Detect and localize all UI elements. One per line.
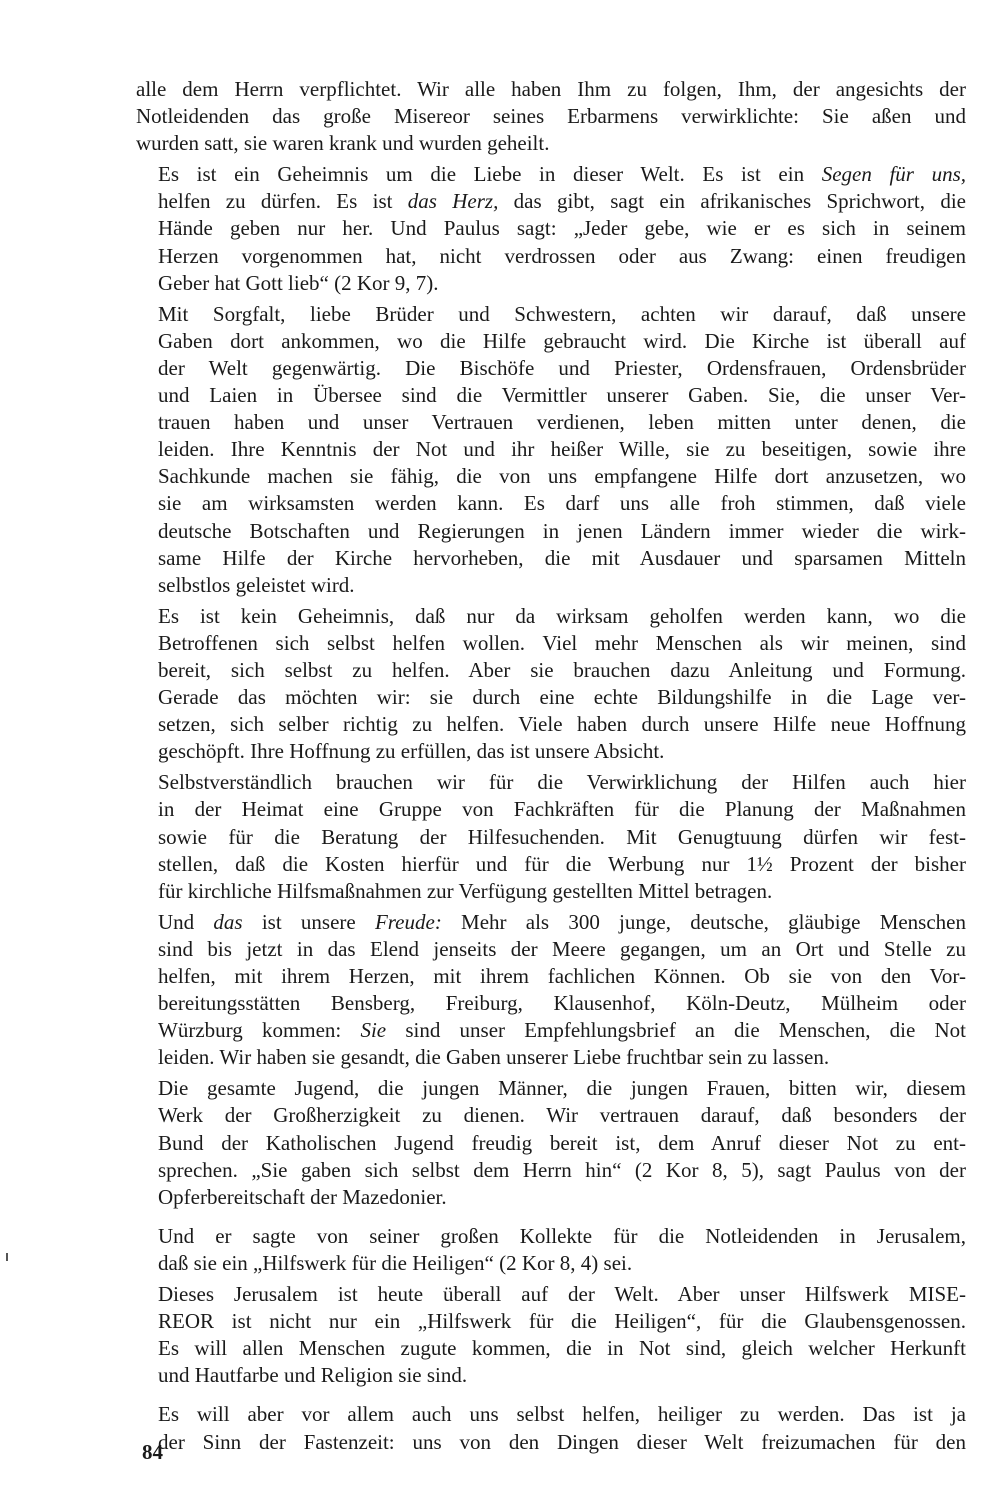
text-line: bereit, sich selbst zu helfen. Aber sie brauchen dazu Anleitung und Formung. — [158, 657, 966, 682]
text-line: Dieses Jerusalem ist heute überall auf der Welt. Aber unser Hilfswerk MISE- — [158, 1282, 966, 1307]
text-line: sowie für die Beratung der Hilfesuchenden. Mit Genugtuung dürfen wir fest- — [158, 824, 966, 849]
page-number: 84 — [142, 1440, 163, 1464]
text-line: in der Heimat eine Gruppe von Fachkräften für die Planung der Maßnahmen — [158, 797, 966, 822]
paragraph-2 — [136, 161, 966, 296]
text-line: Hände geben nur her. Und Paulus sagt: „Jeder gebe, wie er es sich in seinem — [158, 216, 966, 241]
text-line: sind bis jetzt in das Elend jenseits der Meere gegangen, um an Ort und Stelle zu — [158, 936, 966, 961]
emphasis-text: Segen für uns, — [821, 162, 966, 187]
paragraph-5 — [136, 769, 966, 904]
text-line: und Laien in Übersee sind die Vermittler unserer Gaben. Sie, die unser Ver- — [158, 383, 966, 408]
text-line — [136, 161, 966, 188]
text-run: sind unser Empfehlungsbrief an die Menschen, die Not — [386, 1018, 966, 1043]
text-run: ist unsere — [242, 909, 375, 934]
emphasis-text: Sie — [360, 1018, 387, 1043]
text-line: Mit Sorgfalt, liebe Brüder und Schwestern, achten wir darauf, daß unsere — [158, 301, 966, 326]
text-line: der Sinn der Fastenzeit: uns von den Dingen dieser Welt freizumachen für den — [158, 1429, 966, 1454]
text-line: Die gesamte Jugend, die jungen Männer, die jungen Frauen, bitten wir, diesem — [158, 1076, 966, 1101]
emphasis-text: das — [213, 909, 243, 934]
text-line: Werk der Großherzigkeit zu dienen. Wir vertrauen darauf, daß besonders der — [158, 1103, 966, 1128]
text-line: bereitungsstätten Bensberg, Freiburg, Klausenhof, Köln-Deutz, Mülheim oder — [158, 991, 966, 1016]
text-line — [136, 1017, 966, 1044]
text-run: Und — [158, 909, 214, 934]
text-line: und Hautfarbe und Religion sie sind. — [158, 1363, 468, 1388]
text-line: alle dem Herrn verpflichtet. Wir alle haben Ihm zu folgen, Ihm, der angesichts der — [136, 77, 966, 101]
text-line: geschöpft. Ihre Hoffnung zu erfüllen, das ist unsere Absicht. — [158, 739, 665, 764]
paragraph-6 — [136, 909, 966, 1072]
paragraph-9 — [136, 1281, 966, 1389]
text-line: wurden satt, sie waren krank und wurden geheilt. — [136, 131, 550, 156]
text-run: das gibt, sagt ein afrikanisches Sprichwort, die — [498, 189, 966, 214]
text-line: same Hilfe der Kirche hervorheben, die mit Ausdauer und sparsamen Mitteln — [158, 545, 966, 570]
paragraph-10 — [136, 1401, 966, 1455]
paragraph-3 — [136, 301, 966, 599]
text-line: deutsche Botschaften und Regierungen in jenen Ländern immer wieder die wirk- — [158, 518, 966, 543]
emphasis-text: das Herz, — [407, 189, 499, 214]
text-run: Es ist ein Geheimnis um die Liebe in dieser Welt. Es ist ein — [158, 162, 822, 187]
text-line: helfen, mit ihrem Herzen, mit ihrem fachlichen Können. Ob sie von den Vor- — [158, 964, 966, 988]
text-line: Bund der Katholischen Jugend freudig bereit ist, dem Anruf dieser Not zu ent- — [158, 1130, 966, 1155]
text-run: helfen zu dürfen. Es ist — [158, 189, 408, 214]
text-line: Es will allen Menschen zugute kommen, die in Not sind, gleich welcher Herkunft — [158, 1336, 966, 1361]
text-line: Geber hat Gott lieb“ (2 Kor 9, 7). — [158, 270, 439, 295]
text-line: Herzen vorgenommen hat, nicht verdrossen oder aus Zwang: einen freudigen — [158, 243, 966, 268]
text-line: stellen, daß die Kosten hierfür und für die Werbung nur 1½ Prozent der bisher — [158, 851, 966, 876]
text-line: Notleidenden das große Misereor seines Erbarmens verwirklichte: Sie aßen und — [136, 104, 966, 129]
text-line: Es will aber vor allem auch uns selbst helfen, heiliger zu werden. Das ist ja — [158, 1402, 966, 1427]
paragraph-7 — [136, 1075, 966, 1210]
text-line: sie am wirksamsten werden kann. Es darf uns alle froh stimmen, daß viele — [158, 491, 966, 516]
text-line: Opferbereitschaft der Mazedonier. — [158, 1184, 447, 1209]
text-line: setzen, sich selber richtig zu helfen. Viele haben durch unsere Hilfe neue Hoffnung — [158, 712, 966, 737]
page-body — [136, 76, 966, 1456]
text-line: REOR ist nicht nur ein „Hilfswerk für die Heiligen“, für die Glaubensgenossen. — [158, 1309, 966, 1334]
text-line: daß sie ein „Hilfswerk für die Heiligen“ (2 Kor 8, 4) sei. — [158, 1250, 633, 1275]
text-line: Betroffenen sich selbst helfen wollen. Viel mehr Menschen als wir meinen, sind — [158, 630, 966, 655]
text-line: Und er sagte von seiner großen Kollekte für die Notleidenden in Jerusalem, — [158, 1223, 966, 1248]
text-line: Selbstverständlich brauchen wir für die Verwirklichung der Hilfen auch hier — [158, 770, 966, 795]
emphasis-text: Freude: — [374, 909, 442, 934]
text-line: leiden. Ihre Kenntnis der Not und ihr heißer Wille, sie zu beseitigen, sowie ihre — [158, 437, 966, 462]
paragraph-4 — [136, 603, 966, 766]
text-line: Gaben dort ankommen, wo die Hilfe gebraucht wird. Die Kirche ist überall auf — [158, 328, 966, 353]
text-line: Sachkunde machen sie fähig, die von uns empfangene Hilfe dort anzusetzen, wo — [158, 464, 966, 489]
text-run: Mehr als 300 junge, deutsche, gläubige Menschen — [441, 909, 966, 934]
text-line: sprechen. „Sie gaben sich selbst dem Herrn hin“ (2 Kor 8, 5), sagt Paulus von der — [158, 1157, 966, 1182]
text-line: Gerade das möchten wir: sie durch eine echte Bildungshilfe in die Lage ver- — [158, 685, 966, 710]
text-line: Es ist kein Geheimnis, daß nur da wirksam geholfen werden kann, wo die — [158, 603, 966, 628]
text-line — [136, 909, 966, 936]
text-line: selbstlos geleistet wird. — [158, 572, 355, 597]
text-line: leiden. Wir haben sie gesandt, die Gaben unserer Liebe fruchtbar sein zu lassen. — [158, 1045, 830, 1070]
text-line: trauen haben und unser Vertrauen verdienen, leben mitten unter denen, die — [158, 410, 966, 435]
text-line: der Welt gegenwärtig. Die Bischöfe und Priester, Ordensfrauen, Ordensbrüder — [158, 355, 966, 380]
text-line — [136, 188, 966, 215]
text-run: Würzburg kommen: — [158, 1018, 361, 1043]
text-line: für kirchliche Hilfsmaßnahmen zur Verfügung gestellten Mittel betragen. — [158, 878, 773, 903]
margin-mark — [6, 1253, 8, 1261]
paragraph-1 — [136, 76, 966, 157]
paragraph-8 — [136, 1223, 966, 1277]
